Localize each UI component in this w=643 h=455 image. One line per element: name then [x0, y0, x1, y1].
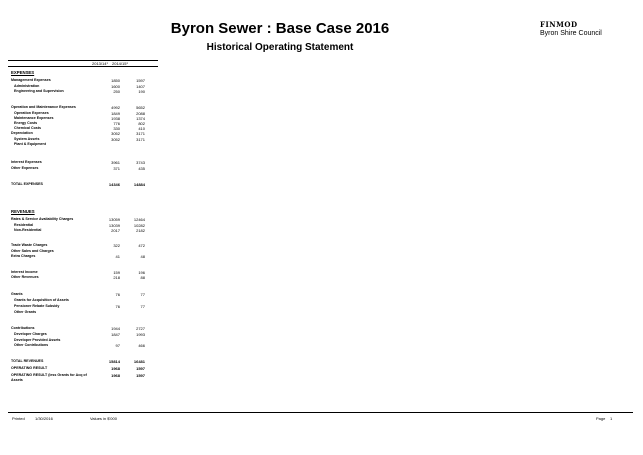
row-value-col2: 77 — [140, 292, 145, 297]
row-label: Other Sales and Charges — [11, 249, 54, 253]
row-value-col2: 2088 — [136, 111, 145, 116]
row-label: Other Contributions — [14, 343, 49, 347]
row-value-col2: 48 — [140, 254, 145, 259]
row-value-col2: 410 — [138, 126, 145, 131]
row-value-col1: 3052 — [111, 137, 120, 142]
row-label: Developer Charges — [14, 332, 47, 336]
brand-logo: FINMOD — [540, 20, 578, 29]
row-value-col1: 15814 — [108, 359, 120, 364]
row-value-col1: 322 — [113, 243, 120, 248]
row-label: Contributions — [11, 326, 35, 330]
row-value-col1: 2017 — [111, 228, 120, 233]
row-label: Rates & Service Availability Charges — [11, 217, 74, 221]
row-label: Plant & Equipment — [14, 142, 46, 146]
row-value-col1: 4992 — [111, 105, 120, 110]
row-label: Maintenance Expenses — [14, 116, 54, 120]
row-value-col2: 1374 — [136, 116, 145, 121]
footer-printed-date: 1/30/2016 — [35, 416, 53, 421]
row-value-col2: 2182 — [136, 228, 145, 233]
row-value-col2: 466 — [138, 343, 145, 348]
row-label: Administration — [14, 84, 40, 88]
row-value-col1: 13039 — [108, 223, 120, 228]
row-label: TOTAL EXPENSES — [11, 182, 43, 186]
row-value-col1: 1944 — [111, 326, 120, 331]
row-value-col2: 1407 — [136, 84, 145, 89]
row-label: Chemical Costs — [14, 126, 41, 130]
row-value-col1: 41 — [115, 254, 120, 259]
row-label: OPERATING RESULT (less Grants for Acq of — [11, 373, 87, 377]
row-value-col1: 76 — [115, 304, 120, 309]
row-label: Assets — [11, 378, 23, 382]
row-label: Energy Costs — [14, 121, 38, 125]
row-label: EXPENSES — [11, 70, 35, 75]
row-value-col2: 472 — [138, 243, 145, 248]
row-label: Operation Expenses — [14, 111, 49, 115]
row-label: Interest Income — [11, 270, 38, 274]
row-label: Pensioner Rebate Subsidy — [14, 304, 60, 308]
row-label: Management Expenses — [11, 78, 51, 82]
footer-page-label: Page — [596, 416, 606, 421]
row-value-col2: 1597 — [136, 373, 145, 378]
row-value-col1: 14346 — [108, 182, 120, 187]
column-header-2013-14: 2013/14¹ — [92, 61, 108, 66]
footer-printed-label: Printed — [12, 416, 25, 421]
row-value-col1: 371 — [113, 166, 120, 171]
row-value-col1: 776 — [113, 121, 120, 126]
row-label: Other Expenses — [11, 166, 39, 170]
row-label: REVENUES — [11, 209, 35, 214]
row-value-col1: 13059 — [108, 217, 120, 222]
row-label: Developer Provided Assets — [14, 338, 61, 342]
row-value-col1: 1847 — [111, 332, 120, 337]
row-value-col2: 10282 — [133, 223, 145, 228]
row-label: Engineering and Supervision — [14, 89, 64, 93]
row-value-col2: 1597 — [136, 78, 145, 83]
row-label: Grants for Acquisition of Assets — [14, 298, 69, 302]
row-value-col2: 802 — [138, 121, 145, 126]
row-value-col2: 3171 — [136, 137, 145, 142]
row-value-col2: 14884 — [133, 182, 145, 187]
row-value-col1: 3052 — [111, 131, 120, 136]
header-rule-top — [8, 60, 158, 61]
column-header-2014-15: 2014/15¹ — [112, 61, 128, 66]
row-label: OPERATING RESULT — [11, 366, 48, 370]
row-value-col2: 3171 — [136, 131, 145, 136]
row-label: Depreciation — [11, 131, 33, 135]
row-value-col1: 159 — [113, 270, 120, 275]
row-value-col2: 3743 — [136, 160, 145, 165]
row-label: System Assets — [14, 137, 40, 141]
row-value-col1: 1600 — [111, 84, 120, 89]
footer-page-number: 1 — [610, 416, 613, 421]
row-label: Interest Expenses — [11, 160, 42, 164]
report-subtitle: Historical Operating Statement — [206, 42, 354, 53]
row-label: Other Revenues — [11, 275, 39, 279]
row-label: Non-Residential — [14, 228, 42, 232]
row-value-col1: 1938 — [111, 116, 120, 121]
row-label: Other Grants — [14, 310, 37, 314]
footer-units: Values in $'000 — [90, 416, 117, 421]
row-value-col2: 12464 — [133, 217, 145, 222]
row-label: Grants — [11, 292, 23, 296]
row-value-col1: 218 — [113, 275, 120, 280]
header-rule-bottom — [8, 66, 158, 67]
row-value-col2: 2727 — [136, 326, 145, 331]
row-label: TOTAL REVENUES — [11, 359, 44, 363]
row-label: Operation and Maintenance Expenses — [11, 105, 76, 109]
row-value-col2: 16481 — [133, 359, 145, 364]
row-value-col1: 1968 — [111, 373, 120, 378]
row-label: Trade Waste Charges — [11, 243, 48, 247]
row-value-col2: 5652 — [136, 105, 145, 110]
row-value-col1: 250 — [113, 89, 120, 94]
row-value-col1: 3961 — [111, 160, 120, 165]
row-value-col1: 97 — [115, 343, 120, 348]
row-value-col1: 1849 — [111, 111, 120, 116]
report-title: Byron Sewer : Base Case 2016 — [170, 20, 390, 37]
row-value-col1: 1968 — [111, 366, 120, 371]
footer-rule — [8, 412, 633, 413]
row-value-col1: 76 — [115, 292, 120, 297]
row-value-col2: 190 — [138, 89, 145, 94]
row-value-col2: 88 — [140, 275, 145, 280]
row-value-col2: 435 — [138, 166, 145, 171]
row-value-col2: 1993 — [136, 332, 145, 337]
row-label: Residential — [14, 223, 34, 227]
row-value-col2: 1597 — [136, 366, 145, 371]
row-value-col2: 196 — [138, 270, 145, 275]
row-value-col2: 77 — [140, 304, 145, 309]
row-value-col1: 330 — [113, 126, 120, 131]
row-label: Extra Charges — [11, 254, 36, 258]
organization-name: Byron Shire Council — [540, 30, 602, 37]
row-value-col1: 1850 — [111, 78, 120, 83]
